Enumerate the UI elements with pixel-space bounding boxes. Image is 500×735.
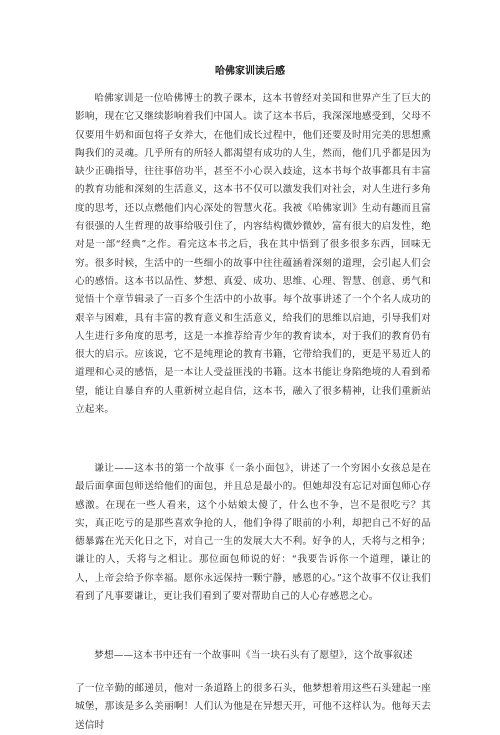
paragraph-dream-story: 了一位辛勤的邮递员，他对一条道路上的很多石头，他梦想着用这些石头建起一座城堡，那该是多么美丽啊！人们认为他是在异想天开，可他不这样认为。他每天去送信时 [75,683,431,731]
paragraph-introduction: 哈佛家训是一位哈佛博士的教子课本，这本书曾经对美国和世界产生了巨大的影响，现在它又继续影响着我们中国人。读了这本书后，我深深地感受到，父母不仅要用牛奶和面包将子女养大，在他们成长过程中，他们还要及时用完美的思想熏陶我们的灵魂。几乎所有的所轻人都渴望有成功的人生，然而，他们几乎都是因为缺少正确指导，往往事倍功半，甚至不小心误入歧途，这本书每个故事都具有丰富的教育功能和深刻的生活意义，这本书不仅可以激发我们对社会，对人生进行多角度的思考，还以点燃他们内心深处的智慧火花。我被《哈佛家训》生动有趣而且富有很强的人生哲理的故事给吸引住了，内容结构微妙微妙，富有很大的启发性，绝对是一部“经典”之作。看完这本书之后，我在其中悟到了很多很多东西，回味无穷。很多时候，生活中的一些细小的故事中往往蕴涵着深刻的道理，会引起人们会心的感悟。这本书以品性、梦想、真爱、成功、思维、心理、智慧、创意、勇气和觉悟十个章节辑录了一百多个生活中的小故事。每个故事讲述了一个个名人成功的艰辛与困难，具有丰富的教育意义和生活意义，给我们的思维以启迪，引导我们对人生进行多角度的思考，这是一本推荐给青少年的教育读本，对于我们的教育仍有很大的启示。应该说，它不是纯理论的教育书籍，它带给我们的，更是平易近人的道理和心灵的感悟，是一本让人受益匪浅的书籍。这本书能让身陷绝境的人看到希望，能让自暴自弃的人重新树立起自信，这本书，融入了很多精神，让我们重新站立起来。 [75,93,431,416]
paragraph-dream-intro: 梦想——这本书中还有一个故事叫《当一块石头有了愿望》，这个故事叙述 [94,650,413,661]
document-title: 哈佛家训读后感 [215,66,285,77]
paragraph-modesty: 谦让——这本书的第一个故事《一条小面包》，讲述了一个穷困小女孩总是在最后面拿面包师送给他们的面包，并且总是最小的。但她却没有忘记对面包师心存感激。在现在一些人看来，这个小姑娘太傻了，什么也不争，岂不是很吃亏？其实，真正吃亏的是那些喜欢争抢的人，他们争得了眼前的小利，却把自己不好的品德暴露在光天化日之下，对自己一生的发展大大不利。好争的人，夭将与之相争；谦让的人，夭将与之相让。那位面包师说的好：“我要告诉你一个道理，谦让的人，上帝会给予你幸福。愿你永远保持一颗宁静，感恩的心。”这个故事不仅让我们看到了凡事要谦让，更让我们看到了要对帮助自己的人心存感恩之心。 [75,463,431,603]
